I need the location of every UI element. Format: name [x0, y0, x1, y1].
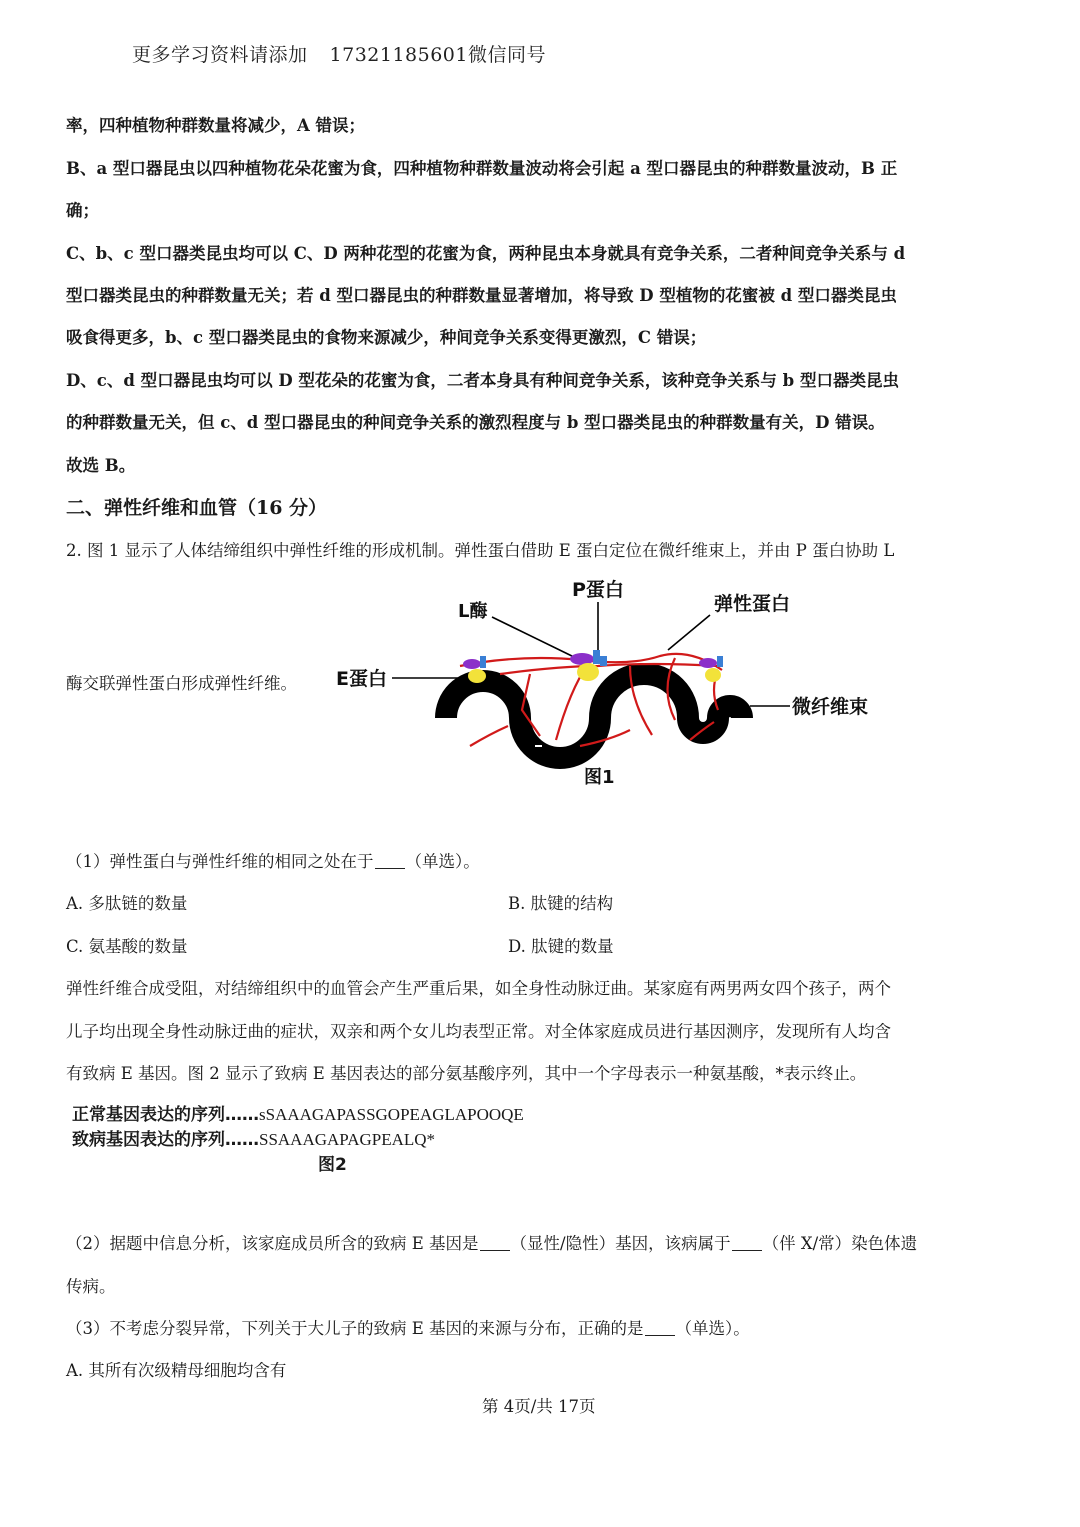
analysis-line-6: 吸食得更多，b、c 型口器类昆虫的食物来源减少，种间竞争关系变得更激烈，C 错误；: [66, 328, 707, 347]
microfibril-bundle: [446, 674, 742, 758]
sub2-a: （2）据题中信息分析，该家庭成员所含的致病 E 基因是: [66, 1234, 479, 1253]
analysis-line-8: 的种群数量无关，但 c、d 型口器昆虫的种间竞争关系的激烈程度与 b 型口器类昆虫的种群数量有关，D 错误。: [66, 413, 885, 432]
header-note: 更多学习资料请添加: [132, 44, 308, 66]
header-phone: 17321185601微信同号: [329, 44, 546, 66]
e-protein: [468, 669, 486, 683]
elastin-pointer: [668, 615, 710, 650]
figure-1-diagram: [330, 570, 890, 795]
analysis-line-7: D、c、d 型口器昆虫均可以 D 型花朵的花蜜为食，二者本身具有种间竞争关系，该种竞争关系与 b 型口器类昆虫: [66, 371, 899, 390]
label-p-protein: P蛋白: [572, 579, 624, 601]
answer-blank[interactable]: [480, 1234, 510, 1251]
page-number: 第 4页/共 17页: [482, 1397, 596, 1416]
p-protein: [480, 656, 486, 668]
sub3-a: （3）不考虑分裂异常，下列关于大儿子的致病 E 基因的来源与分布，正确的是: [66, 1319, 644, 1338]
para2-line-3: 有致病 E 基因。图 2 显示了致病 E 基因表达的部分氨基酸序列，其中一个字母表示一种氨基酸，*表示终止。: [66, 1064, 867, 1083]
l-enzyme: [463, 659, 481, 669]
sub2-line-2: 传病。: [66, 1277, 116, 1296]
sub1-option-b: B. 肽键的结构: [508, 894, 614, 913]
label-elastin: 弹性蛋白: [714, 593, 791, 615]
p-protein: [593, 650, 600, 664]
sub1-stem: [66, 848, 480, 872]
para2-line-1: 弹性纤维合成受阻，对结缔组织中的血管会产生严重后果，如全身性动脉迂曲。某家庭有两男两女四个孩子，两个: [66, 979, 891, 998]
figure-2-caption: 图2: [318, 1155, 347, 1175]
sub1-option-a: A. 多肽链的数量: [66, 894, 188, 913]
section-title: 二、弹性纤维和血管（16 分）: [66, 497, 328, 519]
analysis-line-9: 故选 B。: [66, 456, 136, 475]
q2-intro: 2. 图 1 显示了人体结缔组织中弹性纤维的形成机制。弹性蛋白借助 E 蛋白定位在微纤维束上，并由 P 蛋白协助 L: [66, 541, 895, 560]
sub3-b: （单选）。: [675, 1319, 750, 1338]
analysis-line-3: 确；: [66, 201, 99, 220]
answer-blank[interactable]: [645, 1319, 675, 1336]
label-e-protein: E蛋白: [336, 668, 387, 690]
l-enzyme: [699, 658, 717, 668]
mutant-sequence-row: [72, 1125, 524, 1150]
sub1-option-c: C. 氨基酸的数量: [66, 937, 188, 956]
p-protein: [600, 656, 607, 666]
answer-blank[interactable]: [375, 852, 405, 869]
label-microfibril: 微纤维束: [792, 696, 869, 718]
sub2-c: （伴 X/常）染色体遗: [762, 1234, 918, 1253]
figure-2: [72, 1100, 524, 1150]
sub2-line-1: [66, 1230, 917, 1254]
sub1-stem-b: （单选）。: [405, 852, 480, 871]
mutant-sequence: SSAAAGAPAGPEALQ*: [259, 1130, 436, 1149]
page-header: [132, 40, 546, 67]
sub3-stem: [66, 1315, 750, 1339]
e-protein: [705, 668, 721, 682]
q2-intro-cont: 酶交联弹性蛋白形成弹性纤维。: [66, 674, 297, 693]
normal-sequence-row: [72, 1100, 524, 1125]
normal-sequence: sSAAAGAPASSGOPEAGLAPOOQE: [259, 1105, 524, 1124]
sub1-option-d: D. 肽键的数量: [508, 937, 614, 956]
analysis-line-1: 率，四种植物种群数量将减少，A 错误；: [66, 116, 366, 135]
analysis-line-4: C、b、c 型口器类昆虫均可以 C、D 两种花型的花蜜为食，两种昆虫本身就具有竞争关系，二者种间竞争关系与 d: [66, 244, 906, 263]
l-enzyme-pointer: [492, 617, 576, 658]
sub1-stem-a: （1）弹性蛋白与弹性纤维的相同之处在于: [66, 852, 374, 871]
figure-1-caption: 图1: [584, 767, 615, 788]
para2-line-2: 儿子均出现全身性动脉迂曲的症状，双亲和两个女儿均表型正常。对全体家庭成员进行基因测序，发现所有人均含: [66, 1022, 891, 1041]
analysis-line-5: 型口器类昆虫的种群数量无关；若 d 型口器昆虫的种群数量显著增加，将导致 D 型植物的花蜜被 d 型口器类昆虫: [66, 286, 897, 305]
e-protein: [577, 663, 599, 681]
label-l-enzyme: L酶: [458, 601, 488, 622]
l-enzyme: [570, 653, 594, 665]
sub3-option-a: A. 其所有次级精母细胞均含有: [66, 1361, 287, 1380]
normal-sequence-label: 正常基因表达的序列……: [72, 1105, 259, 1125]
p-protein: [717, 656, 723, 667]
mutant-sequence-label: 致病基因表达的序列……: [72, 1130, 259, 1150]
sub2-b: （显性/隐性）基因，该病属于: [510, 1234, 731, 1253]
answer-blank[interactable]: [732, 1234, 762, 1251]
analysis-line-2: B、a 型口器昆虫以四种植物花朵花蜜为食，四种植物种群数量波动将会引起 a 型口器昆虫的种群数量波动，B 正: [66, 159, 898, 178]
